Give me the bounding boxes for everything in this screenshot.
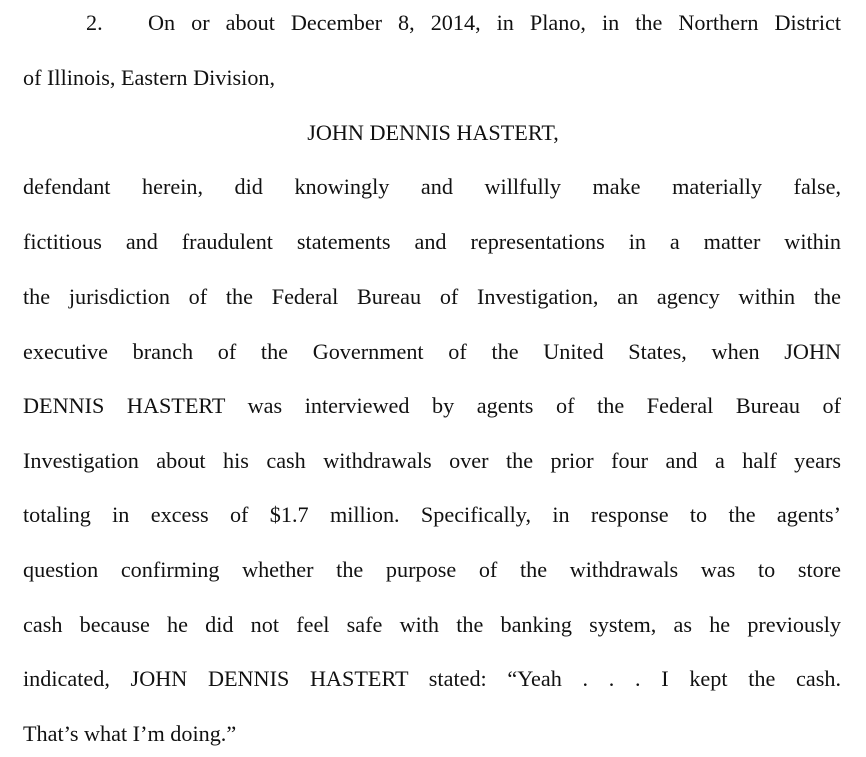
body-line-1: defendant herein, did knowingly and willfully make materially false, (23, 174, 841, 199)
body-line-2: fictitious and fraudulent statements and representations in a matter within (23, 229, 841, 254)
body-line-4: executive branch of the Government of the United States, when JOHN (23, 339, 841, 364)
body-line-10: indicated, JOHN DENNIS HASTERT stated: “Yeah . . . I kept the cash. (23, 666, 841, 691)
body-line-3: the jurisdiction of the Federal Bureau of Investigation, an agency within the (23, 284, 841, 309)
paragraph-opening-text: On or about December 8, 2014, in Plano, in the Northern District (148, 10, 841, 35)
paragraph-opening-continuation: of Illinois, Eastern Division, (23, 65, 276, 90)
body-line-5: DENNIS HASTERT was interviewed by agents of the Federal Bureau of (23, 393, 841, 418)
body-line-7: totaling in excess of $1.7 million. Specifically, in response to the agents’ (23, 502, 841, 527)
body-line-6: Investigation about his cash withdrawals over the prior four and a half years (23, 448, 841, 473)
closing-line: That’s what I’m doing.” (23, 721, 237, 746)
body-line-8: question confirming whether the purpose of the withdrawals was to store (23, 557, 841, 582)
body-line-9: cash because he did not feel safe with the banking system, as he previously (23, 612, 841, 637)
defendant-name: JOHN DENNIS HASTERT, (307, 120, 559, 145)
paragraph-number: 2. (86, 10, 103, 35)
